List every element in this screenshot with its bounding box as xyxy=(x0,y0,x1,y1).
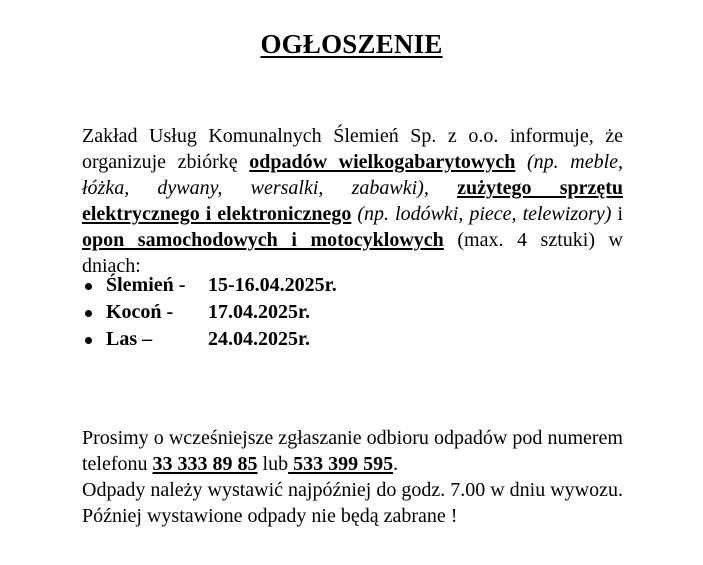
announcement-closing xyxy=(82,425,623,529)
collection-place: Ślemień - xyxy=(106,274,186,296)
bullet-icon xyxy=(85,310,92,317)
collection-date: 24.04.2025r. xyxy=(208,328,311,350)
electronic-waste-examples: (np. lodówki, piece, telewizory) xyxy=(357,203,612,225)
bullet-icon xyxy=(85,337,92,344)
phone-number-2: 533 399 595 xyxy=(288,453,394,475)
collection-place: Las – xyxy=(106,328,153,350)
electronic-waste-label: zużytego sprzętu elektrycznego i elektronicznego xyxy=(82,177,624,225)
collection-place: Kocoń - xyxy=(106,301,174,323)
announcement-title: OGŁOSZENIE xyxy=(260,29,443,59)
tires-label: opon samochodowych i motocyklowych xyxy=(82,229,444,251)
intro-tail: (max. 4 sztuki) w dniach: xyxy=(82,229,623,277)
collection-date: 17.04.2025r. xyxy=(208,301,311,323)
bulky-waste-examples: (np. meble, łóżka, dywany, wersalki, zabawki), xyxy=(82,151,623,199)
announcement-intro xyxy=(82,123,623,279)
bullet-icon xyxy=(85,283,92,290)
intro-connector: i xyxy=(611,203,624,225)
contact-request xyxy=(82,425,623,477)
collection-date: 15-16.04.2025r. xyxy=(208,274,337,296)
contact-text: Prosimy o wcześniejsze zgłaszanie odbioru odpadów pod numerem telefonu xyxy=(82,427,623,475)
contact-connector: lub xyxy=(257,453,289,475)
deadline-note: Odpady należy wystawić najpóźniej do godz. 7.00 w dniu wywozu. Później wystawione odpady nie będą zabrane ! xyxy=(82,479,623,527)
contact-period: . xyxy=(393,453,399,475)
intro-text: Zakład Usług Komunalnych Ślemień Sp. z o.o. informuje, że organizuje zbiórkę xyxy=(82,125,623,173)
phone-number-1: 33 333 89 85 xyxy=(152,453,258,475)
bulky-waste-label: odpadów wielkogabarytowych xyxy=(249,151,516,173)
